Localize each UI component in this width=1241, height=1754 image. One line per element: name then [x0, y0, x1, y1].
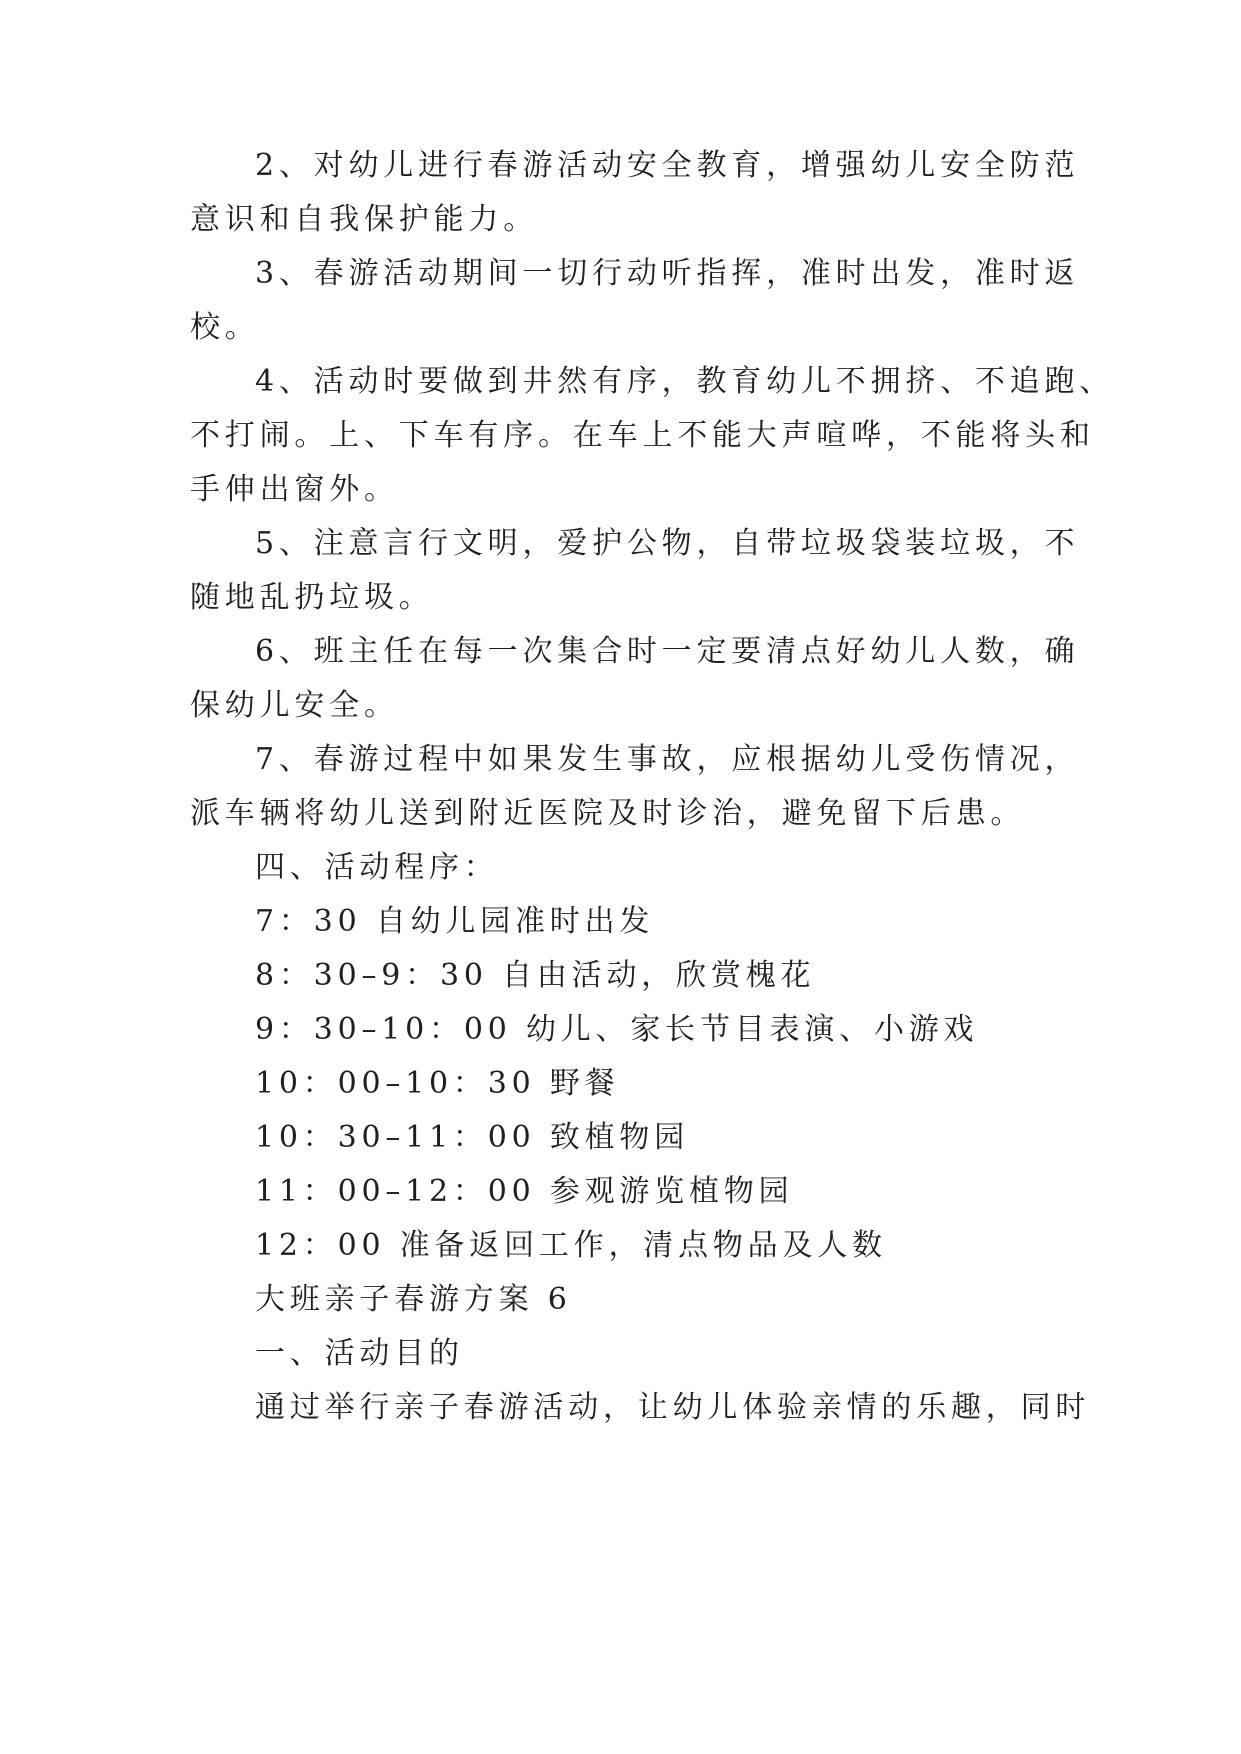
schedule-item: 10：00–10：30 野餐 — [255, 1066, 620, 1101]
paragraph-line: 2、对幼儿进行春游活动安全教育，增强幼儿安全防范 — [255, 148, 1080, 183]
paragraph-line: 不打闹。上、下车有序。在车上不能大声喧哗，不能将头和 — [190, 418, 1095, 453]
schedule-item: 12：00 准备返回工作，清点物品及人数 — [255, 1228, 887, 1263]
section-heading: 四、活动程序： — [255, 850, 499, 885]
paragraph-line: 保幼儿安全。 — [190, 688, 399, 723]
paragraph-line: 4、活动时要做到井然有序，教育幼儿不拥挤、不追跑、 — [255, 364, 1115, 399]
schedule-item: 11：00–12：00 参观游览植物园 — [255, 1174, 794, 1209]
paragraph-line: 校。 — [190, 310, 260, 345]
schedule-item: 7：30 自幼儿园准时出发 — [255, 904, 655, 939]
document-title: 大班亲子春游方案 6 — [255, 1282, 572, 1317]
schedule-item: 10：30–11：00 致植物园 — [255, 1120, 690, 1155]
paragraph-line: 通过举行亲子春游活动，让幼儿体验亲情的乐趣，同时 — [255, 1390, 1091, 1425]
schedule-item: 8：30–9：30 自由活动，欣赏槐花 — [255, 958, 816, 993]
paragraph-line: 5、注意言行文明，爱护公物，自带垃圾袋装垃圾，不 — [255, 526, 1080, 561]
section-heading: 一、活动目的 — [255, 1336, 464, 1371]
paragraph-line: 7、春游过程中如果发生事故，应根据幼儿受伤情况， — [255, 742, 1080, 777]
paragraph-line: 6、班主任在每一次集合时一定要清点好幼儿人数，确 — [255, 634, 1080, 669]
paragraph-line: 意识和自我保护能力。 — [190, 202, 538, 237]
schedule-item: 9：30–10：00 幼儿、家长节目表演、小游戏 — [255, 1012, 979, 1047]
paragraph-line: 派车辆将幼儿送到附近医院及时诊治，避免留下后患。 — [190, 796, 1026, 831]
paragraph-line: 随地乱扔垃圾。 — [190, 580, 434, 615]
paragraph-line: 3、春游活动期间一切行动听指挥，准时出发，准时返 — [255, 256, 1080, 291]
paragraph-line: 手伸出窗外。 — [190, 472, 399, 507]
